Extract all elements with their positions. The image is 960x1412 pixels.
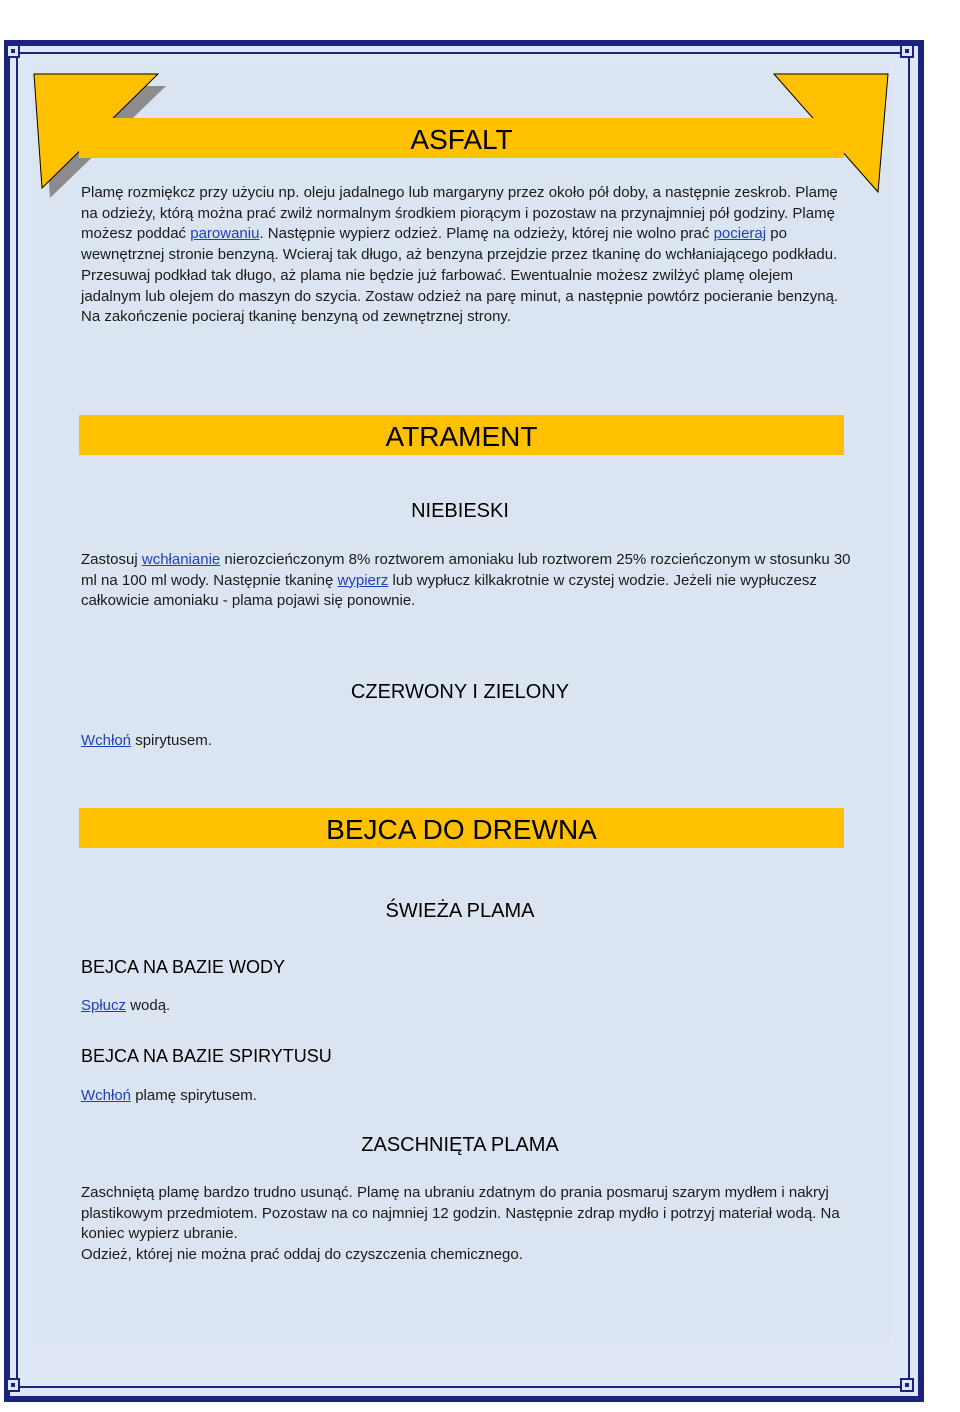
text-segment: Plamę rozmiękcz przy użyciu np. oleju jadalnego lub margaryny przez około pół doby, a następnie zeskrob. Plamę na odzieży, którą można prać zwilż normalnym środkiem piorącym i pozostaw na przynajmniej pół godziny. Plamę możesz poddać — [81, 184, 838, 243]
spirytus-paragraph — [81, 1086, 851, 1107]
subheading-czerwony-i-zielony: CZERWONY I ZIELONY — [350, 681, 570, 703]
link-wypierz[interactable]: wypierz — [337, 571, 389, 589]
section-title: ATRAMENT — [385, 421, 538, 452]
link-splucz[interactable]: Spłucz — [81, 997, 127, 1014]
text-segment: Zastosuj — [81, 551, 142, 568]
zaschnieta-paragraph: Zaschniętą plamę bardzo trudno usunąć. Plamę na ubraniu zdatnym do prania posmaruj szarym mydłem i nakryj plastikowym przedmiotem. Pozostaw na co najmniej 12 godzin. Następnie zdrap mydło i potrzyj materiał wodą. Na koniec wypierz ubranie. — [81, 1184, 840, 1243]
corner-ornament-bottom-left — [6, 1378, 20, 1392]
link-wchlanianie[interactable]: wchłanianie — [141, 551, 221, 568]
text-segment: spirytusem. — [131, 732, 212, 749]
corner-ornament-bottom-right — [900, 1378, 914, 1392]
niebieski-paragraph — [81, 550, 851, 612]
heading-bejca-woda: BEJCA NA BAZIE WODY — [81, 957, 286, 977]
text-segment: wodą. — [126, 997, 171, 1014]
text-segment: nierozcieńczonym 8% roztworem amoniaku lub roztworem 25% rozcieńczonym w stosunku 30 ml na 100 ml wody. Następnie tkaninę — [81, 551, 851, 589]
asfalt-paragraph — [81, 183, 851, 328]
text-segment: po wewnętrznej stronie benzyną. Wcieraj tak długo, aż benzyna przejdzie przez tkaninę do wchłaniającego podkładu. Przesuwaj podkład tak długo, aż plama nie będzie już farbować. Ewentualnie możesz zwilżyć plamę olejem jadalnym lub olejem do maszyn do szycia. Zostaw odzież na parę minut, a następnie powtórz pocieranie benzyną. Na zakończenie pocieraj tkaninę benzyną od zewnętrznej strony. — [81, 225, 839, 326]
text-segment: plamę spirytusem. — [131, 1087, 257, 1104]
subheading-zaschnieta-plama: ZASCHNIĘTA PLAMA — [361, 1134, 559, 1156]
subheading-niebieski: NIEBIESKI — [411, 500, 509, 522]
text-segment: lub wypłucz kilkakrotnie w czystej wodzie. Jeżeli nie wypłuczesz całkowicie amoniaku - plama pojawi się ponownie. — [81, 571, 817, 610]
corner-ornament-top-left — [6, 44, 20, 58]
section-header-asfalt — [79, 118, 844, 158]
heading-bejca-spirytus: BEJCA NA BAZIE SPIRYTUSU — [81, 1046, 332, 1066]
link-pocieraj[interactable]: pocieraj — [713, 225, 767, 243]
corner-ornament-top-right — [900, 44, 914, 58]
zaschnieta-note: Odzież, której nie można prać oddaj do czyszczenia chemicznego. — [81, 1246, 523, 1263]
link-wchlon-spirytus[interactable]: Wchłoń — [81, 1087, 132, 1104]
text-segment: . Następnie wypierz odzież. Plamę na odzieży, której nie wolno prać — [259, 225, 714, 243]
link-wchlon[interactable]: Wchłoń — [81, 732, 132, 749]
section-header-bejca — [79, 808, 844, 848]
woda-paragraph — [81, 996, 851, 1017]
subheading-swieza-plama: ŚWIEŻA PLAMA — [385, 900, 535, 922]
czerwony-paragraph — [81, 731, 851, 752]
link-parowaniu[interactable]: parowaniu — [190, 225, 260, 243]
section-header-atrament — [79, 415, 844, 455]
section-title: ASFALT — [410, 124, 513, 155]
section-title: BEJCA DO DREWNA — [326, 814, 597, 845]
